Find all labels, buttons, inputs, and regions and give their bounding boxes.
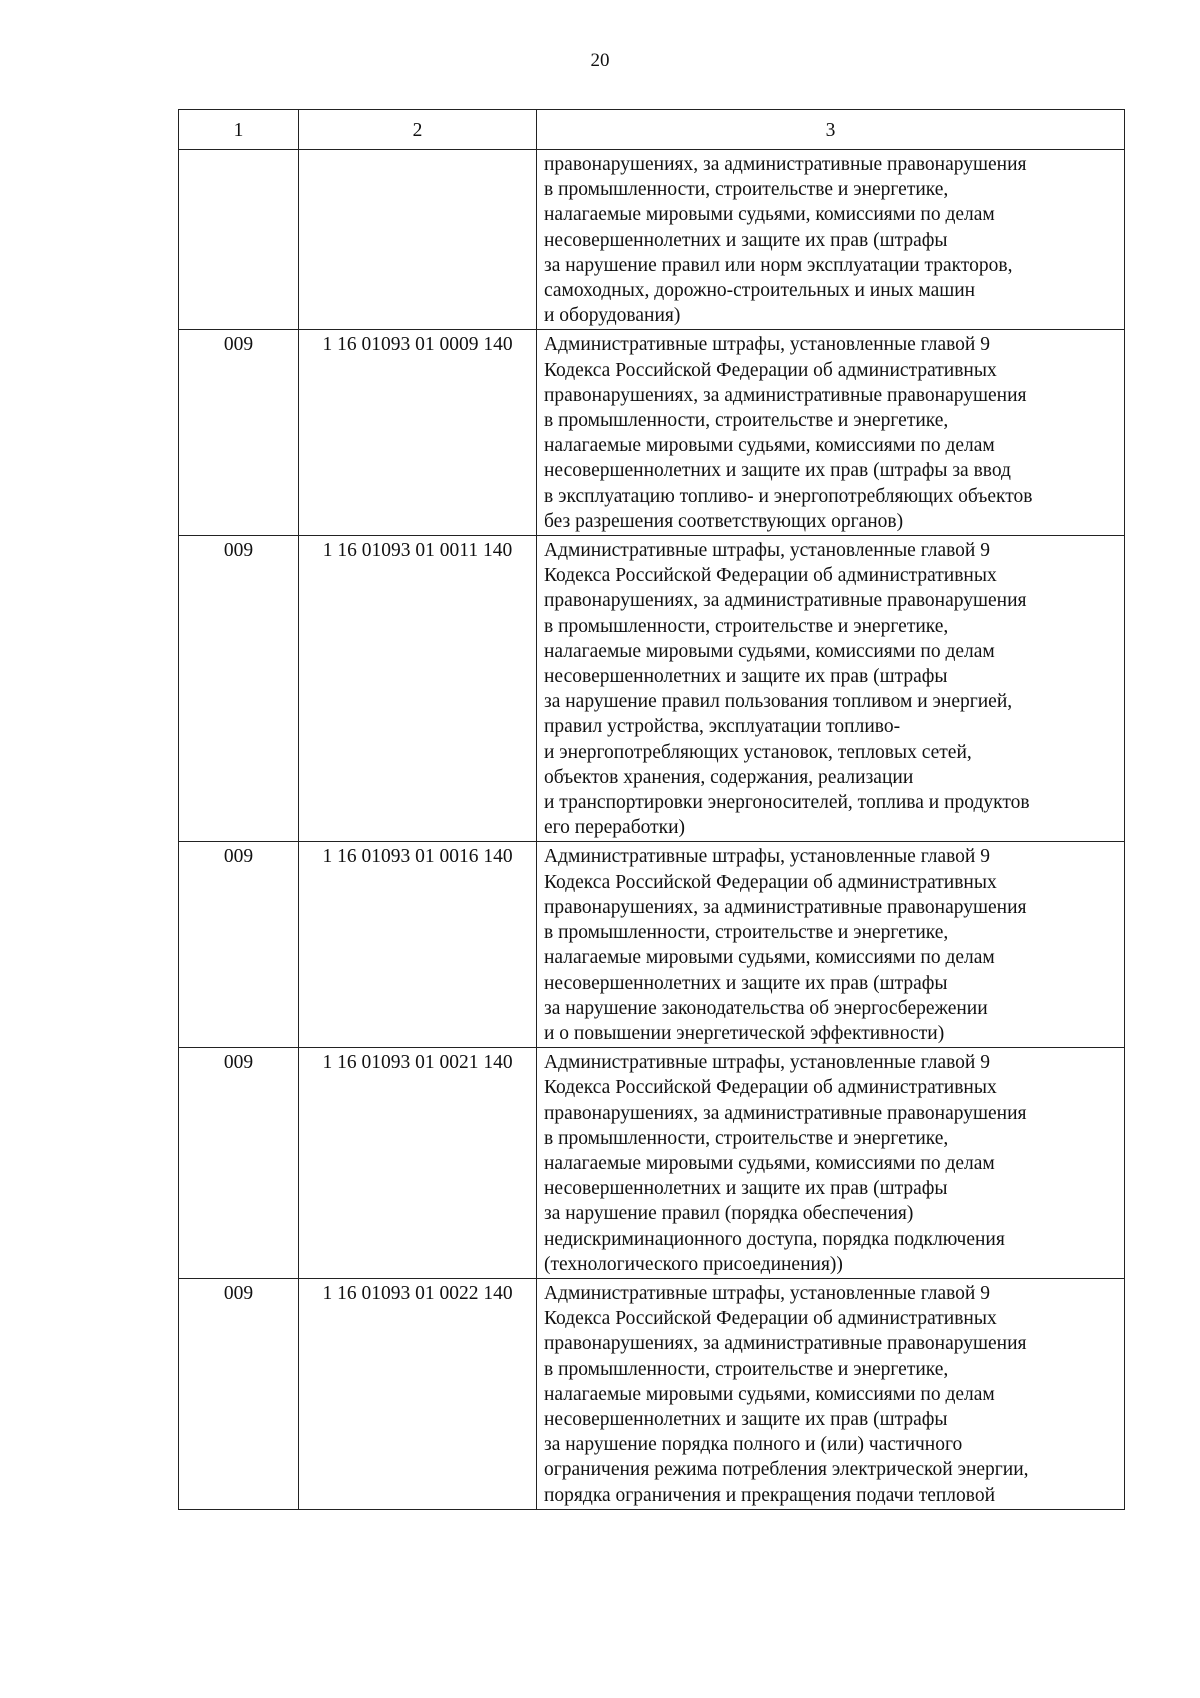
table-row (179, 842, 1125, 1048)
description-cell: Административные штрафы, установленные главой 9 Кодекса Российской Федерации об административных правонарушениях, за административные правонарушения в промышленности, строительстве и энергетике, налагаемые мировыми судьями, комиссиями по делам несовершеннолетних и защите их прав (штрафы за нарушение порядка полного и (или) частичного ограничения режима потребления электрической энергии, порядка ограничения и прекращения подачи тепловой (537, 1278, 1125, 1509)
description-cell: правонарушениях, за административные правонарушения в промышленности, строительстве и энергетике, налагаемые мировыми судьями, комиссиями по делам несовершеннолетних и защите их прав (штрафы за нарушение правил или норм эксплуатации тракторов, самоходных, дорожно-строительных и иных машин и оборудования) (537, 150, 1125, 330)
revenue-codes-table (178, 109, 1125, 1510)
admin-code-cell: 009 (179, 1278, 299, 1509)
description-cell: Административные штрафы, установленные главой 9 Кодекса Российской Федерации об административных правонарушениях, за административные правонарушения в промышленности, строительстве и энергетике, налагаемые мировыми судьями, комиссиями по делам несовершеннолетних и защите их прав (штрафы за нарушение правил (порядка обеспечения) недискриминационного доступа, порядка подключения (технологического присоединения)) (537, 1048, 1125, 1279)
description-cell: Административные штрафы, установленные главой 9 Кодекса Российской Федерации об административных правонарушениях, за административные правонарушения в промышленности, строительстве и энергетике, налагаемые мировыми судьями, комиссиями по делам несовершеннолетних и защите их прав (штрафы за нарушение законодательства об энергосбережении и о повышении энергетической эффективности) (537, 842, 1125, 1048)
admin-code-cell: 009 (179, 330, 299, 536)
page-number: 20 (590, 50, 610, 71)
revenue-code-cell (299, 150, 537, 330)
table-row (179, 1048, 1125, 1279)
table-header-row (179, 110, 1125, 150)
revenue-code-cell: 1 16 01093 01 0021 140 (299, 1048, 537, 1279)
revenue-code-cell: 1 16 01093 01 0009 140 (299, 330, 537, 536)
description-cell: Административные штрафы, установленные главой 9 Кодекса Российской Федерации об административных правонарушениях, за административные правонарушения в промышленности, строительстве и энергетике, налагаемые мировыми судьями, комиссиями по делам несовершеннолетних и защите их прав (штрафы за ввод в эксплуатацию топливо- и энергопотребляющих объектов без разрешения соответствующих органов) (537, 330, 1125, 536)
description-cell: Административные штрафы, установленные главой 9 Кодекса Российской Федерации об административных правонарушениях, за административные правонарушения в промышленности, строительстве и энергетике, налагаемые мировыми судьями, комиссиями по делам несовершеннолетних и защите их прав (штрафы за нарушение правил пользования топливом и энергией, правил устройства, эксплуатации топливо- и энергопотребляющих установок, тепловых сетей, объектов хранения, содержания, реализации и транспортировки энергоносителей, топлива и продуктов его переработки) (537, 536, 1125, 842)
admin-code-cell: 009 (179, 1048, 299, 1279)
table-row (179, 1278, 1125, 1509)
table-row (179, 536, 1125, 842)
admin-code-cell: 009 (179, 536, 299, 842)
revenue-code-cell: 1 16 01093 01 0022 140 (299, 1278, 537, 1509)
table-row (179, 330, 1125, 536)
revenue-code-cell: 1 16 01093 01 0011 140 (299, 536, 537, 842)
table-row (179, 150, 1125, 330)
column-header-2: 2 (299, 110, 537, 150)
revenue-code-cell: 1 16 01093 01 0016 140 (299, 842, 537, 1048)
column-header-1: 1 (179, 110, 299, 150)
admin-code-cell (179, 150, 299, 330)
admin-code-cell: 009 (179, 842, 299, 1048)
column-header-3: 3 (537, 110, 1125, 150)
